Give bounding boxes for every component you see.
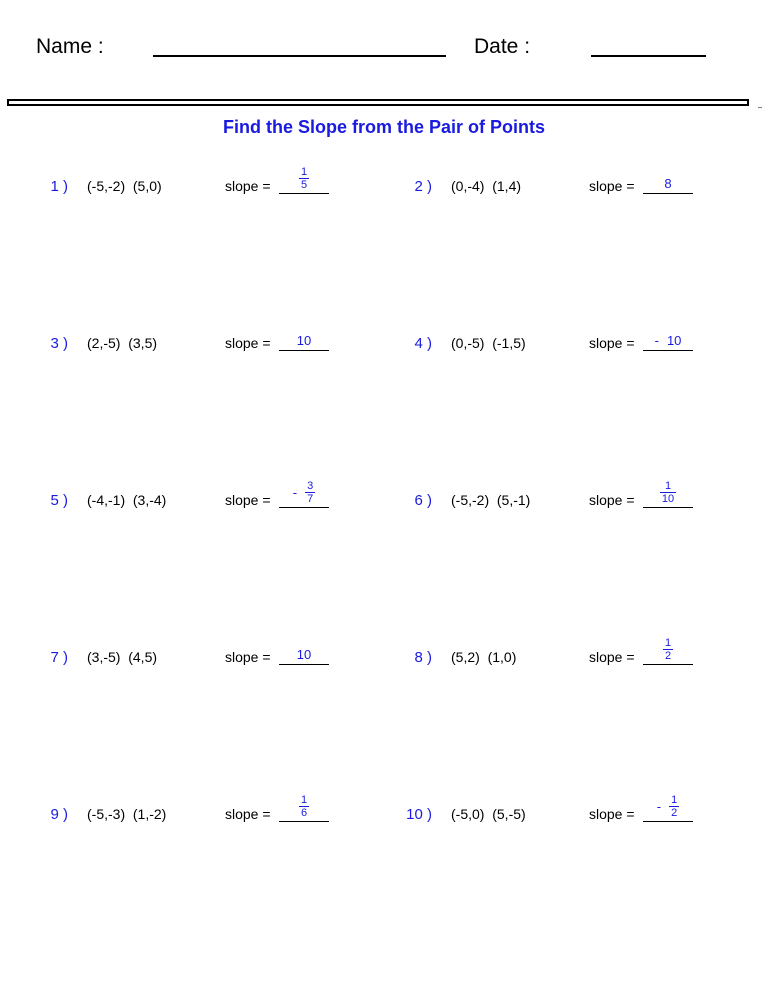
point-pair: (0,-5) (-1,5) (451, 335, 526, 351)
fraction-numerator: 1 (664, 480, 672, 492)
date-blank[interactable] (591, 55, 706, 57)
slope-answer (643, 333, 693, 348)
answer-sign: - (656, 799, 662, 814)
date-label: Date : (474, 35, 531, 58)
slope-answer-blank[interactable] (643, 664, 693, 665)
rule-tick (758, 107, 762, 108)
problem-number: 2 ) (414, 178, 432, 195)
answer-sign: - (654, 333, 659, 348)
answer-fraction (663, 637, 673, 662)
slope-answer-blank[interactable] (279, 664, 329, 665)
answer-value: 8 (664, 176, 672, 191)
slope-label: slope = (589, 492, 635, 508)
slope-label: slope = (589, 178, 635, 194)
slope-answer (279, 166, 329, 191)
answer-fraction (660, 480, 676, 505)
fraction-numerator: 1 (671, 794, 678, 806)
header-rule (7, 99, 749, 106)
problem-6 (364, 480, 724, 532)
slope-answer-blank[interactable] (643, 193, 693, 194)
slope-answer (643, 637, 693, 662)
point-pair: (-5,0) (5,-5) (451, 806, 526, 822)
slope-answer (279, 794, 329, 819)
problem-number: 1 ) (50, 178, 68, 195)
problem-number: 5 ) (50, 492, 68, 509)
point-pair: (3,-5) (4,5) (87, 649, 158, 665)
answer-fraction (299, 794, 309, 819)
point-pair: (2,-5) (3,5) (87, 335, 158, 351)
slope-label: slope = (225, 492, 271, 508)
slope-answer-blank[interactable] (279, 821, 329, 822)
fraction-denominator: 2 (671, 807, 678, 819)
slope-answer (279, 480, 329, 505)
slope-answer-blank[interactable] (643, 821, 693, 822)
problem-number: 3 ) (50, 335, 68, 352)
slope-answer-blank[interactable] (279, 193, 329, 194)
problem-8 (364, 637, 724, 689)
answer-value: 10 (296, 647, 312, 662)
answer-fraction (669, 794, 679, 819)
fraction-denominator: 6 (300, 807, 308, 819)
point-pair: (-4,-1) (3,-4) (87, 492, 167, 508)
answer-value: 10 (296, 333, 312, 348)
problem-10 (364, 794, 724, 846)
slope-answer (279, 647, 329, 662)
slope-label: slope = (225, 178, 271, 194)
problem-number: 9 ) (50, 806, 68, 823)
problem-3 (0, 335, 360, 375)
slope-label: slope = (589, 649, 635, 665)
problem-5 (0, 480, 360, 532)
problem-1 (0, 166, 360, 218)
problem-number: 4 ) (414, 335, 432, 352)
problem-9 (0, 794, 360, 846)
problem-4 (364, 335, 724, 375)
answer-fraction (305, 480, 315, 505)
slope-answer (643, 794, 693, 819)
answer-value: 10 (666, 333, 682, 348)
fraction-numerator: 1 (300, 794, 308, 806)
slope-answer-blank[interactable] (279, 507, 329, 508)
name-blank[interactable] (153, 55, 446, 57)
name-label: Name : (36, 35, 104, 58)
problem-number: 6 ) (414, 492, 432, 509)
point-pair: (-5,-2) (5,0) (87, 178, 162, 194)
fraction-denominator: 7 (307, 493, 314, 505)
problem-number: 10 ) (406, 806, 432, 823)
slope-answer-blank[interactable] (279, 350, 329, 351)
worksheet-title: Find the Slope from the Pair of Points (222, 117, 545, 137)
slope-label: slope = (589, 806, 635, 822)
fraction-numerator: 1 (664, 637, 672, 649)
slope-answer-blank[interactable] (643, 350, 693, 351)
slope-answer (643, 176, 693, 191)
problem-number: 7 ) (50, 649, 68, 666)
fraction-denominator: 2 (664, 650, 672, 662)
fraction-numerator: 3 (307, 480, 314, 492)
slope-answer-blank[interactable] (643, 507, 693, 508)
slope-label: slope = (589, 335, 635, 351)
fraction-denominator: 10 (661, 493, 675, 505)
slope-answer (279, 333, 329, 348)
point-pair: (-5,-2) (5,-1) (451, 492, 531, 508)
point-pair: (-5,-3) (1,-2) (87, 806, 167, 822)
point-pair: (5,2) (1,0) (451, 649, 517, 665)
fraction-denominator: 5 (300, 179, 308, 191)
slope-answer (643, 480, 693, 505)
fraction-numerator: 1 (300, 166, 308, 178)
problem-7 (0, 649, 360, 689)
slope-label: slope = (225, 335, 271, 351)
problem-2 (364, 178, 724, 218)
slope-label: slope = (225, 649, 271, 665)
problem-number: 8 ) (414, 649, 432, 666)
slope-label: slope = (225, 806, 271, 822)
answer-fraction (299, 166, 309, 191)
point-pair: (0,-4) (1,4) (451, 178, 522, 194)
answer-sign: - (292, 485, 298, 500)
